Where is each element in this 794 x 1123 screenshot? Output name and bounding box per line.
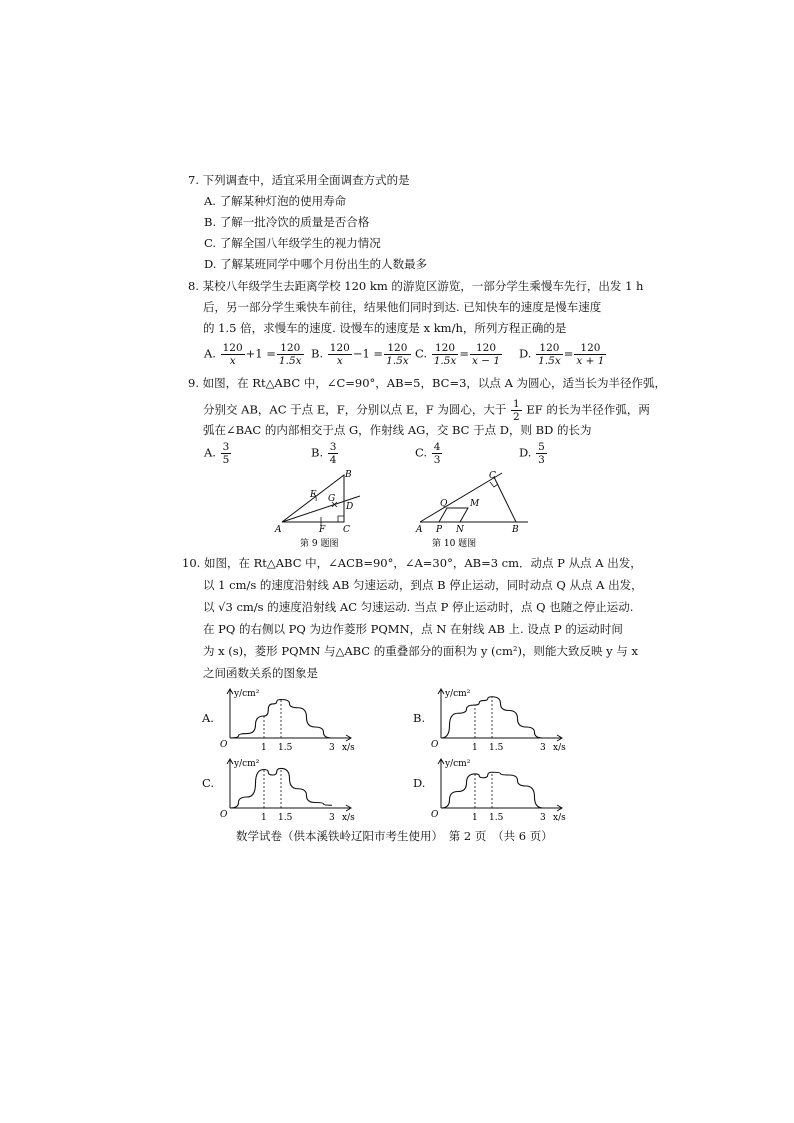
q7-option-a: A. 了解某种灯泡的使用寿命 bbox=[204, 194, 347, 208]
graph-d bbox=[425, 756, 575, 822]
tick-label: 1 bbox=[261, 813, 267, 822]
q9-option-a-label: A. bbox=[204, 445, 216, 460]
q10-line-6: 之间函数关系的图象是 bbox=[203, 666, 318, 680]
label-e: E bbox=[310, 490, 317, 500]
numerator: 5 bbox=[538, 441, 545, 453]
x-axis-label: x/s bbox=[553, 743, 566, 752]
tick-label: 1.5 bbox=[278, 813, 293, 822]
segment-cb bbox=[494, 477, 516, 522]
graph-c bbox=[214, 756, 364, 822]
q8-option-a-label: A. bbox=[204, 346, 216, 361]
q8-option-d bbox=[519, 342, 607, 367]
tick-label: 1 bbox=[261, 743, 267, 752]
q8-option-d-label: D. bbox=[519, 346, 532, 361]
q8-a-frac-right bbox=[277, 342, 304, 367]
tick-label: 3 bbox=[329, 813, 335, 822]
denominator: 4 bbox=[329, 454, 337, 466]
graph-b bbox=[425, 686, 575, 752]
q10-line-4: 在 PQ 的右侧以 PQ 为边作菱形 PQMN，点 N 在射线 AB 上. 设点 P 的运动时间 bbox=[203, 622, 623, 636]
q9-option-c-label: C. bbox=[415, 445, 428, 460]
q8-option-c-label: C. bbox=[415, 346, 428, 361]
origin-label: O bbox=[431, 810, 439, 820]
q7-stem: 7. 下列调查中，适宜采用全面调查方式的是 bbox=[188, 173, 410, 187]
q9-d-fraction bbox=[536, 441, 547, 466]
q8-d-operator: = bbox=[563, 346, 574, 361]
page-footer: 数学试卷（供本溪铁岭辽阳市考生使用） 第 2 页 （共 6 页） bbox=[236, 829, 553, 843]
q8-option-c bbox=[415, 342, 503, 367]
numerator: 120 bbox=[222, 342, 243, 354]
label-b: B bbox=[345, 470, 352, 480]
label-c: C bbox=[489, 471, 496, 481]
denominator: 1.5x bbox=[538, 355, 561, 367]
label-n: N bbox=[456, 525, 464, 535]
tick-label: 3 bbox=[540, 813, 546, 822]
graph-a-label: A. bbox=[202, 711, 214, 725]
q7-option-c: C. 了解全国八年级学生的视力情况 bbox=[204, 236, 381, 250]
q9-option-a bbox=[204, 441, 232, 466]
q9-line-1: 9. 如图，在 Rt△ABC 中，∠C=90°，AB=5，BC=3，以点 A 为圆心，适当长为半径作弧， bbox=[188, 376, 667, 390]
figure-10-caption: 第 10 题图 bbox=[432, 539, 477, 549]
q8-option-a bbox=[204, 342, 305, 367]
numerator: 3 bbox=[329, 441, 337, 453]
y-axis-label: y/cm² bbox=[445, 759, 471, 769]
denominator: x − 1 bbox=[471, 355, 501, 367]
tick-label: 1.5 bbox=[489, 813, 504, 822]
rhombus-pqmn bbox=[439, 508, 468, 522]
q8-line-2: 后，另一部分学生乘快车前往，结果他们同时到达. 已知快车的速度是慢车速度 bbox=[203, 300, 602, 314]
q9-option-d-label: D. bbox=[519, 445, 532, 460]
q8-b-frac-left bbox=[328, 342, 352, 367]
denominator: x bbox=[336, 355, 343, 367]
q9-line-2-start: 分别交 AB，AC 于点 E，F，分别以点 E，F 为圆心，大于 bbox=[203, 402, 507, 417]
q8-c-operator: = bbox=[459, 346, 469, 361]
q8-line-3: 的 1.5 倍，求慢车的速度. 设慢车的速度是 x km/h，所列方程正确的是 bbox=[203, 321, 567, 335]
x-axis-label: x/s bbox=[342, 743, 355, 752]
numerator: 1 bbox=[513, 398, 520, 410]
figure-9-caption: 第 9 题图 bbox=[300, 539, 339, 549]
denominator: x + 1 bbox=[576, 355, 605, 367]
q9-line-2-end: EF 的长为半径作弧，两 bbox=[526, 402, 650, 417]
denominator: 1.5x bbox=[386, 355, 409, 367]
numerator: 120 bbox=[536, 342, 563, 355]
q8-a-frac-left bbox=[221, 342, 245, 367]
denominator: 5 bbox=[222, 454, 230, 466]
q8-option-b bbox=[311, 342, 412, 367]
tick-label: 1.5 bbox=[489, 743, 504, 752]
q9-line-3: 弧在∠BAC 的内部相交于点 G，作射线 AG，交 BC 于点 D，则 BD 的长为 bbox=[203, 423, 592, 437]
label-a: A bbox=[275, 525, 282, 535]
denominator: 2 bbox=[513, 411, 520, 423]
q10-line-5: 为 x (s)，菱形 PQMN 与△ABC 的重叠部分的面积为 y (cm²)，则能大致反映 y 与 x bbox=[203, 644, 638, 658]
q8-line-1: 8. 某校八年级学生去距离学校 120 km 的游览区游览，一部分学生乘慢车先行，出发 1 h bbox=[188, 279, 644, 293]
denominator: 1.5x bbox=[278, 355, 302, 367]
q9-half-fraction bbox=[511, 398, 522, 423]
right-angle-mark bbox=[338, 516, 344, 522]
denominator: 3 bbox=[538, 454, 545, 466]
label-f: F bbox=[319, 525, 326, 535]
q9-c-fraction bbox=[432, 441, 443, 466]
graph-b-label: B. bbox=[413, 711, 426, 725]
label-g: G bbox=[328, 494, 336, 504]
graph-d-label: D. bbox=[413, 776, 426, 790]
tick-label: 1.5 bbox=[278, 743, 293, 752]
numerator: 120 bbox=[329, 342, 350, 354]
q9-a-fraction bbox=[221, 441, 232, 466]
q9-line-2 bbox=[203, 398, 650, 423]
label-c: C bbox=[343, 525, 350, 535]
origin-label: O bbox=[220, 810, 228, 820]
label-d: D bbox=[346, 502, 354, 512]
q8-b-frac-right bbox=[384, 342, 411, 367]
q9-option-b bbox=[311, 441, 339, 466]
x-axis-label: x/s bbox=[342, 813, 355, 822]
label-p: P bbox=[436, 525, 443, 535]
label-b: B bbox=[512, 525, 519, 535]
origin-label: O bbox=[220, 740, 228, 750]
graph-c-label: C. bbox=[202, 776, 215, 790]
figure-10 bbox=[410, 468, 540, 550]
y-axis-label: y/cm² bbox=[445, 689, 471, 699]
numerator: 120 bbox=[432, 342, 459, 355]
q8-c-frac-right bbox=[470, 342, 502, 367]
q8-a-operator: +1 = bbox=[245, 346, 276, 361]
numerator: 120 bbox=[574, 342, 606, 355]
q10-line-3: 以 √3 cm/s 的速度沿射线 AC 匀速运动. 当点 P 停止运动时，点 Q 也随之停止运动. bbox=[203, 600, 634, 614]
numerator: 4 bbox=[433, 441, 441, 453]
figure-9 bbox=[270, 468, 370, 550]
q9-option-b-label: B. bbox=[311, 445, 324, 460]
graph-a bbox=[214, 686, 364, 752]
q10-line-2: 以 1 cm/s 的速度沿射线 AB 匀速运动，到点 B 停止运动，同时动点 Q 从点 A 出发， bbox=[203, 578, 643, 592]
q7-option-d: D. 了解某班同学中哪个月份出生的人数最多 bbox=[204, 257, 428, 271]
q8-b-operator: −1 = bbox=[352, 346, 384, 361]
tick-label: 3 bbox=[540, 743, 546, 752]
y-axis-label: y/cm² bbox=[234, 689, 260, 699]
q9-option-c bbox=[415, 441, 443, 466]
q9-b-fraction bbox=[328, 441, 339, 466]
tick-label: 3 bbox=[329, 743, 335, 752]
denominator: x bbox=[229, 355, 236, 367]
denominator: 3 bbox=[433, 454, 441, 466]
q8-d-frac-right bbox=[574, 342, 606, 367]
tick-label: 1 bbox=[472, 813, 478, 822]
numerator: 120 bbox=[277, 342, 304, 355]
label-a: A bbox=[416, 525, 423, 535]
q8-option-b-label: B. bbox=[311, 346, 324, 361]
label-m: M bbox=[470, 499, 480, 509]
q8-d-frac-left bbox=[536, 342, 563, 367]
q10-line-1: 10. 如图，在 Rt△ABC 中，∠ACB=90°，∠A=30°，AB=3 cm．动点 P 从点 A 出发， bbox=[182, 556, 642, 570]
numerator: 3 bbox=[222, 441, 230, 453]
y-axis-label: y/cm² bbox=[234, 759, 260, 769]
x-axis-label: x/s bbox=[553, 813, 566, 822]
numerator: 120 bbox=[384, 342, 411, 355]
origin-label: O bbox=[431, 740, 439, 750]
q8-c-frac-left bbox=[432, 342, 459, 367]
q9-option-d bbox=[519, 441, 548, 466]
label-q: Q bbox=[440, 499, 448, 509]
numerator: 120 bbox=[470, 342, 502, 355]
denominator: 1.5x bbox=[433, 355, 457, 367]
tick-label: 1 bbox=[472, 743, 478, 752]
q7-option-b: B. 了解一批冷饮的质量是否合格 bbox=[204, 215, 370, 229]
